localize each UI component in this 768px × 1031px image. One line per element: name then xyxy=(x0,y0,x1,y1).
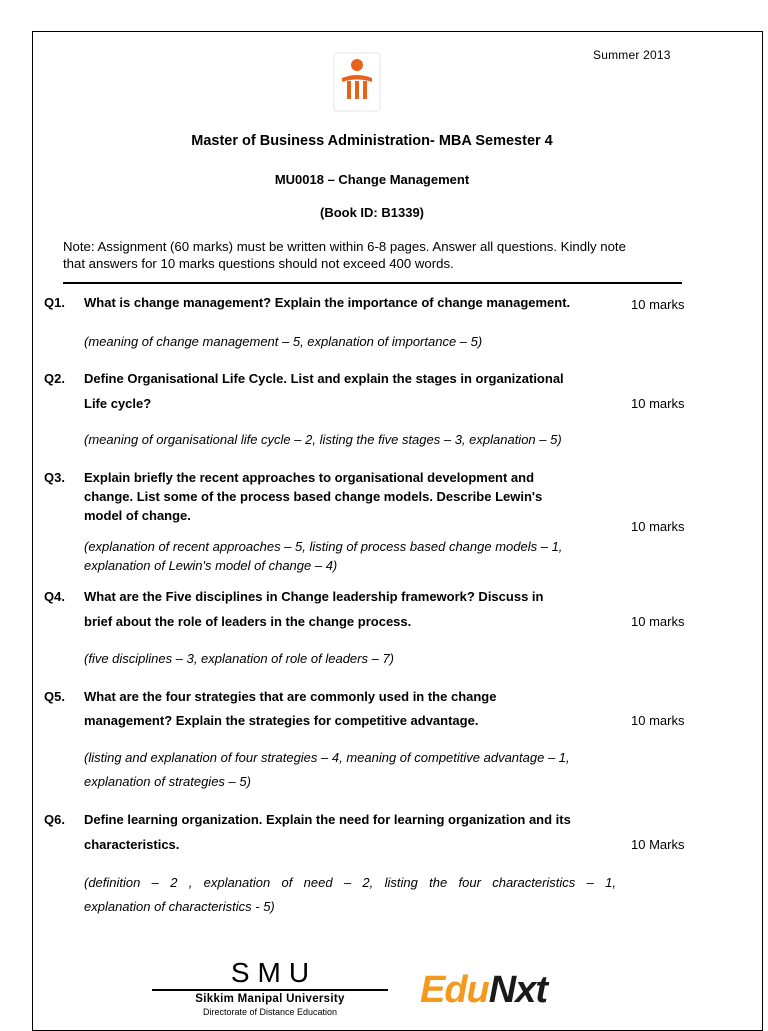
question-number: Q6. xyxy=(44,812,65,827)
smu-footer-logo xyxy=(150,958,390,1018)
marking-scheme: (explanation of recent approaches – 5, listing of process based change models – 1, xyxy=(84,539,563,554)
question-number: Q4. xyxy=(44,589,65,604)
question-number: Q1. xyxy=(44,295,65,310)
question-marks: 10 marks xyxy=(631,396,685,411)
question-marks: 10 marks xyxy=(631,614,685,629)
header-divider xyxy=(63,282,682,284)
edunext-logo-part: Edu xyxy=(420,969,489,1011)
marking-scheme: (five disciplines – 3, explanation of role of leaders – 7) xyxy=(84,651,395,666)
question-text: characteristics. xyxy=(84,837,180,852)
program-title: Master of Business Administration- MBA Semester 4 xyxy=(191,133,553,149)
question-number: Q3. xyxy=(44,470,65,485)
marking-scheme: (meaning of change management – 5, explanation of importance – 5) xyxy=(84,334,483,349)
question-text: Life cycle? xyxy=(84,396,152,411)
book-id: (Book ID: B1339) xyxy=(319,205,425,220)
question-text: What are the Five disciplines in Change leadership framework? Discuss in xyxy=(84,589,544,604)
marking-scheme: (listing and explanation of four strategies – 4, meaning of competitive advantage – 1, xyxy=(84,750,570,765)
marking-scheme: (definition – 2 , explanation of need – 2, listing the four characteristics – 1, xyxy=(84,875,616,890)
question-text: change. List some of the process based change models. Describe Lewin's xyxy=(84,489,543,504)
question-marks: 10 marks xyxy=(631,297,685,312)
edunext-logo-part: xt xyxy=(515,969,548,1011)
question-text: brief about the role of leaders in the change process. xyxy=(84,614,412,629)
question-marks: 10 marks xyxy=(631,519,685,534)
question-text: Define Organisational Life Cycle. List and explain the stages in organizational xyxy=(84,371,564,386)
marking-scheme: explanation of characteristics - 5) xyxy=(84,899,275,914)
question-text: model of change. xyxy=(84,508,191,523)
question-number: Q2. xyxy=(44,371,65,386)
question-text: What are the four strategies that are commonly used in the change xyxy=(84,689,497,704)
question-text: Explain briefly the recent approaches to organisational development and xyxy=(84,470,535,485)
question-text: What is change management? Explain the importance of change management. xyxy=(84,295,571,310)
marking-scheme: explanation of strategies – 5) xyxy=(84,774,251,789)
question-text: management? Explain the strategies for competitive advantage. xyxy=(84,713,479,728)
question-text: Define learning organization. Explain the need for learning organization and its xyxy=(84,812,571,827)
session-label: Summer 2013 xyxy=(593,48,671,62)
edunext-logo-part: N xyxy=(488,969,516,1011)
smu-university-name: Sikkim Manipal University xyxy=(195,992,345,1005)
marking-scheme: explanation of Lewin's model of change – 4) xyxy=(84,558,338,573)
question-number: Q5. xyxy=(44,689,65,704)
edunext-logo xyxy=(420,968,547,1012)
note-line: Note: Assignment (60 marks) must be written within 6-8 pages. Answer all questions. Kindly note xyxy=(63,239,626,254)
smu-abbreviation: SMU xyxy=(230,957,318,988)
question-marks: 10 marks xyxy=(631,713,685,728)
smu-logo-icon xyxy=(333,52,381,112)
question-marks: 10 Marks xyxy=(631,837,685,852)
note-line: that answers for 10 marks questions should not exceed 400 words. xyxy=(63,256,454,271)
smu-logo-divider xyxy=(152,989,388,991)
marking-scheme: (meaning of organisational life cycle – 2, listing the five stages – 3, explanation – 5) xyxy=(84,432,562,447)
assignment-note xyxy=(63,238,693,272)
smu-directorate: Directorate of Distance Education xyxy=(202,1006,338,1017)
course-title: MU0018 – Change Management xyxy=(274,172,470,187)
